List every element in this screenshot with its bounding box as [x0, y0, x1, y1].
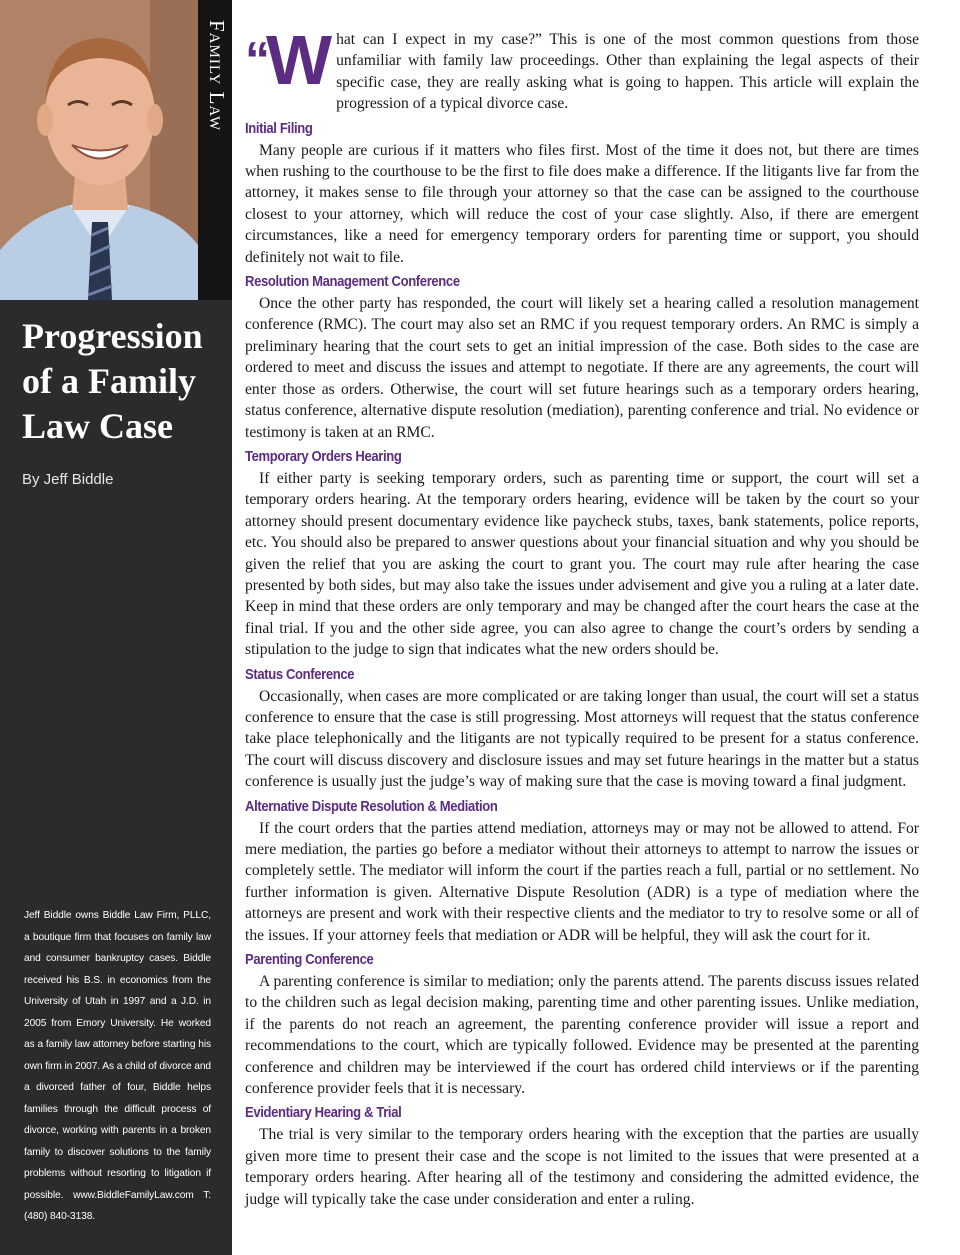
- heading-temporary-orders-hearing: Temporary Orders Hearing: [245, 448, 402, 465]
- author-bio: Jeff Biddle owns Biddle Law Firm, PLLC, a boutique firm that focuses on family law and consumer bankruptcy cases. Biddle received his B.S. in economics from the University of Utah in 1997 and a J.D. in 2005 from Emory University. He worked as a family law attorney before starting his own firm in 2007. As a child of divorce and a divorced father of four, Biddle helps families through the difficult process of divorce, working with parents in a broken family to discover solutions to the family problems without resorting to litigation if possible. www.BiddleFamilyLaw.com T: (480) 840-3138.: [24, 910, 211, 1222]
- heading-adr-mediation: Alternative Dispute Resolution & Mediation: [245, 798, 498, 815]
- heading-evidentiary-hearing-trial: Evidentiary Hearing & Trial: [245, 1105, 402, 1122]
- paragraph-evidentiary-hearing-trial: The trial is very similar to the temporary orders hearing with the exception that the parties are usually given more time to present their case and the scope is not limited to the issues that were presented at a temporary orders hearing. After hearing all of the testimony and considering the admitted evidence, the judge will typically take the case under consideration and enter a ruling.: [245, 1126, 919, 1208]
- paragraph-status-conference: Occasionally, when cases are more complicated or are taking longer than usual, the court will set a status conference to ensure that the case is still progressing. Most attorneys will request that the status conference take place telephonically and the litigants are not typically required to be present for a status conference. The court will discuss discovery and disclosure issues and may set future hearings in the matter but a status conference is usually just the judge’s way of making sure that the case is moving toward a final judgment.: [245, 687, 919, 791]
- section-label-tab: [198, 0, 232, 300]
- sidebar: [0, 0, 232, 1255]
- paragraph-initial-filing: Many people are curious if it matters who files first. Most of the time it does not, but there are times when rushing to the courthouse to be the first to file does make a difference. If the litigants live far from the attorney, it makes sense to file through your attorney so that the case can be assigned to the courthouse closest to your attorney, which will reduce the cost of your case slightly. Also, if there are emergent circumstances, like a need for emergency temporary orders for parenting time or support, you should definitely not wait to file.: [245, 141, 919, 266]
- intro-paragraph: hat can I expect in my case?” This is one of the most common questions from those unfamiliar with family law proceedings. Other than explaining the legal aspects of their specific case, they are really asking what is going to happen. This article will explain the progression of a typical divorce case.: [336, 31, 919, 113]
- drop-cap: [245, 21, 333, 109]
- heading-initial-filing: Initial Filing: [245, 120, 313, 137]
- drop-cap-quote: “: [245, 32, 266, 88]
- byline: By Jeff Biddle: [22, 471, 114, 488]
- paragraph-parenting-conference: A parenting conference is similar to mediation; only the parents attend. The parents discuss issues related to the children such as legal decision making, parenting time and other parenting issues. Unlike mediation, if the parents do not reach an agreement, the parenting conference provider will issue a report and recommendations to the court, which are typically followed. Evidence may be presented at the parenting conference and children may be interviewed if the court has ordered child interviews or if the parenting conference provider feels that it is necessary.: [245, 973, 919, 1098]
- heading-resolution-management-conference: Resolution Management Conference: [245, 274, 460, 291]
- heading-parenting-conference: Parenting Conference: [245, 952, 374, 969]
- paragraph-resolution-management-conference: Once the other party has responded, the court will likely set a hearing called a resolution management conference (RMC). The court may also set an RMC if you request temporary orders. An RMC is simply a preliminary hearing that the court sets to get an initial impression of the case. Both sides to the case are ordered to meet and discuss the issues and attempt to negotiate. If there are any agreements, the court will enter those as orders. Otherwise, the court will set future hearings such as a temporary orders hearing, status conference, alternative dispute resolution (mediation), parenting conference and trial. No evidence or testimony is taken at an RMC.: [245, 295, 919, 441]
- article-body: [245, 21, 919, 1210]
- paragraph-temporary-orders-hearing: If either party is seeking temporary orders, such as parenting time or support, the court will set a temporary orders hearing. At the temporary orders hearing, evidence will be taken by the court so your attorney should present documentary evidence like paycheck stubs, taxes, bank statements, police reports, etc. You should also be prepared to answer questions about your financial situation and why you should be given the relief that you are asking the court to grant you. The court may rule after hearing the case presented by both sides, but may also take the issues under advisement and give you a ruling at a later date. Keep in mind that these orders are only temporary and may be changed after the court hears the case at the final trial. If you and the other side agree, you can also agree to change the court’s orders by sending a stipulation to the judge to sign that indicates what the new orders should be.: [245, 469, 919, 659]
- article-title: Progression of a Family Law Case: [22, 316, 203, 446]
- drop-cap-letter: W: [266, 21, 333, 99]
- heading-status-conference: Status Conference: [245, 666, 355, 683]
- section-label: Family Law: [205, 20, 229, 132]
- author-photo: [0, 0, 198, 300]
- paragraph-adr-mediation: If the court orders that the parties attend mediation, attorneys may or may not be allowed to attend. For mere mediation, the parties go before a mediator without their attorneys to attempt to narrow the issues or completely settle. The mediator will inform the court if the parties reach a full, partial or no settlement. No further information is given. Alternative Dispute Resolution (ADR) is a type of mediation where the attorneys are present and work with their respective clients and the mediator to try to resolve some or all of the issues. If your attorney feels that mediation or ADR will be helpful, they will ask the court for it.: [245, 819, 919, 944]
